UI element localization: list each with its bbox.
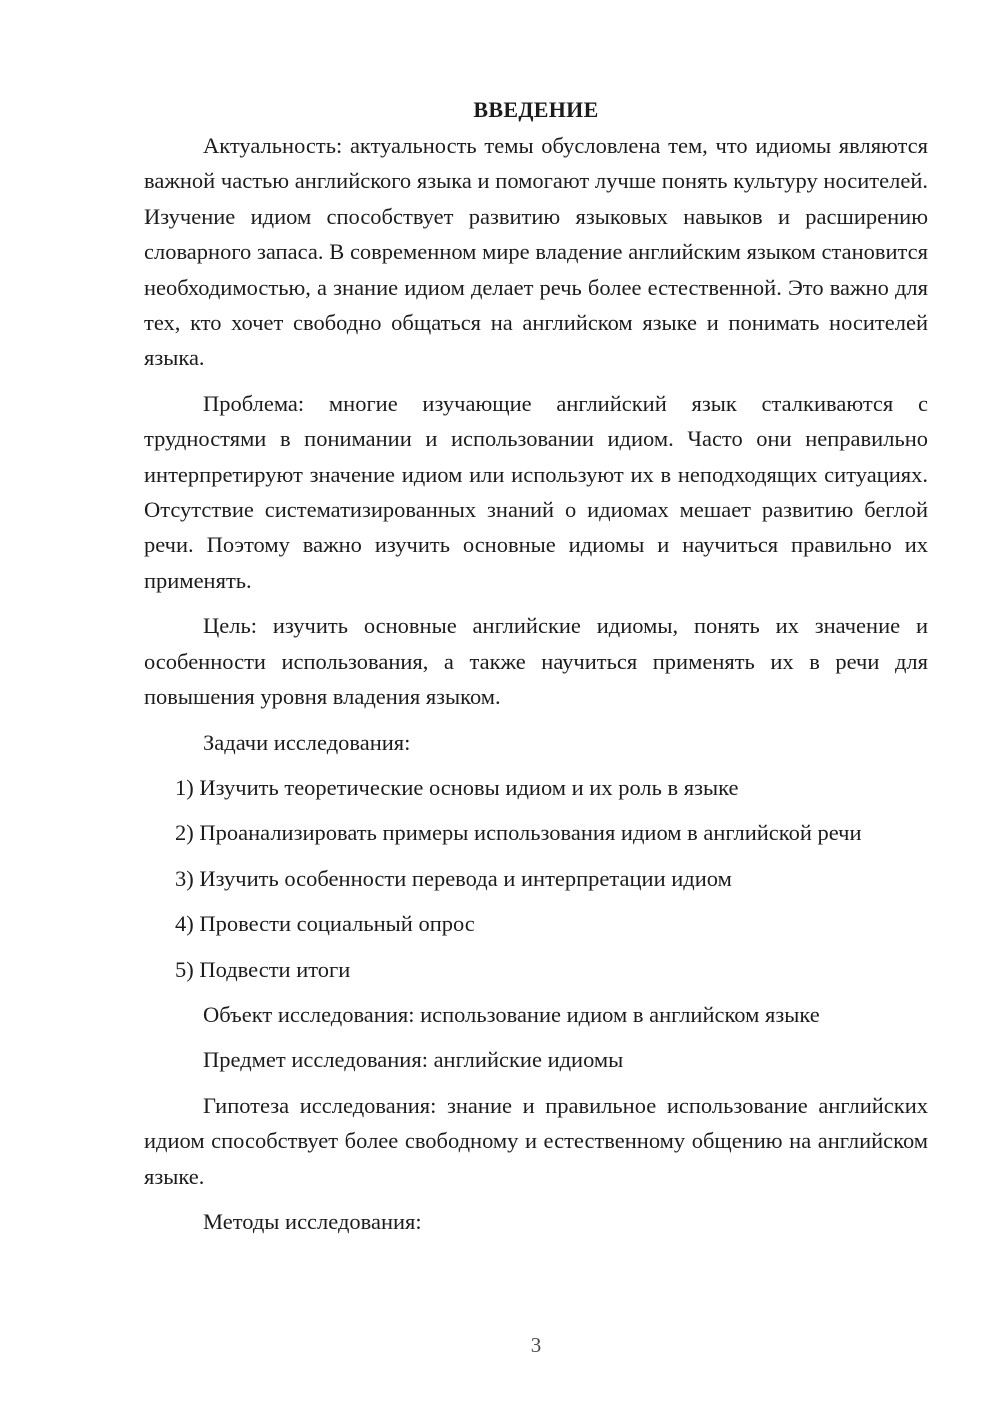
subject-paragraph: Предмет исследования: английские идиомы: [203, 1047, 624, 1073]
task-item-1: 1) Изучить теоретические основы идиом и их роль в языке: [175, 774, 739, 800]
task-item-3: 3) Изучить особенности перевода и интерпретации идиом: [175, 865, 732, 891]
goal-paragraph: Цель: изучить основные английские идиомы, понять их значение и особенности использования, а также научиться применять их в речи для повышения уровня владения языком.: [144, 613, 928, 710]
task-item-5: 5) Подвести итоги: [175, 956, 351, 982]
object-paragraph: Объект исследования: использование идиом в английском языке: [203, 1001, 820, 1027]
relevance-paragraph: Актуальность: актуальность темы обусловлена тем, что идиомы являются важной частью английского языка и помогают лучше понять культуру носителей. Изучение идиом способствует развитию языковых навыков и расширению словарного запаса. В современном мире владение английским языком становится необходимостью, а знание идиом делает речь более естественной. Это важно для тех, кто хочет свободно общаться на английском языке и понимать носителей языка.: [144, 133, 928, 371]
hypothesis-paragraph: Гипотеза исследования: знание и правильное использование английских идиом способствует более свободному и естественному общению на английском языке.: [144, 1092, 928, 1189]
tasks-heading: Задачи исследования:: [203, 729, 411, 755]
methods-heading: Методы исследования:: [203, 1208, 422, 1234]
task-item-2: 2) Проанализировать примеры использования идиом в английской речи: [175, 820, 862, 846]
task-item-4: 4) Провести социальный опрос: [175, 911, 475, 937]
page-number: 3: [530, 1333, 542, 1357]
problem-paragraph: Проблема: многие изучающие английский язык сталкиваются с трудностями в понимании и использовании идиом. Часто они неправильно интерпретируют значение идиом или используют их в неподходящих ситуациях. Отсутствие систематизированных знаний о идиомах мешает развитию беглой речи. Поэтому важно изучить основные идиомы и научиться правильно их применять.: [144, 390, 928, 593]
document-page: [144, 92, 928, 1249]
page-title: ВВЕДЕНИЕ: [473, 97, 599, 122]
